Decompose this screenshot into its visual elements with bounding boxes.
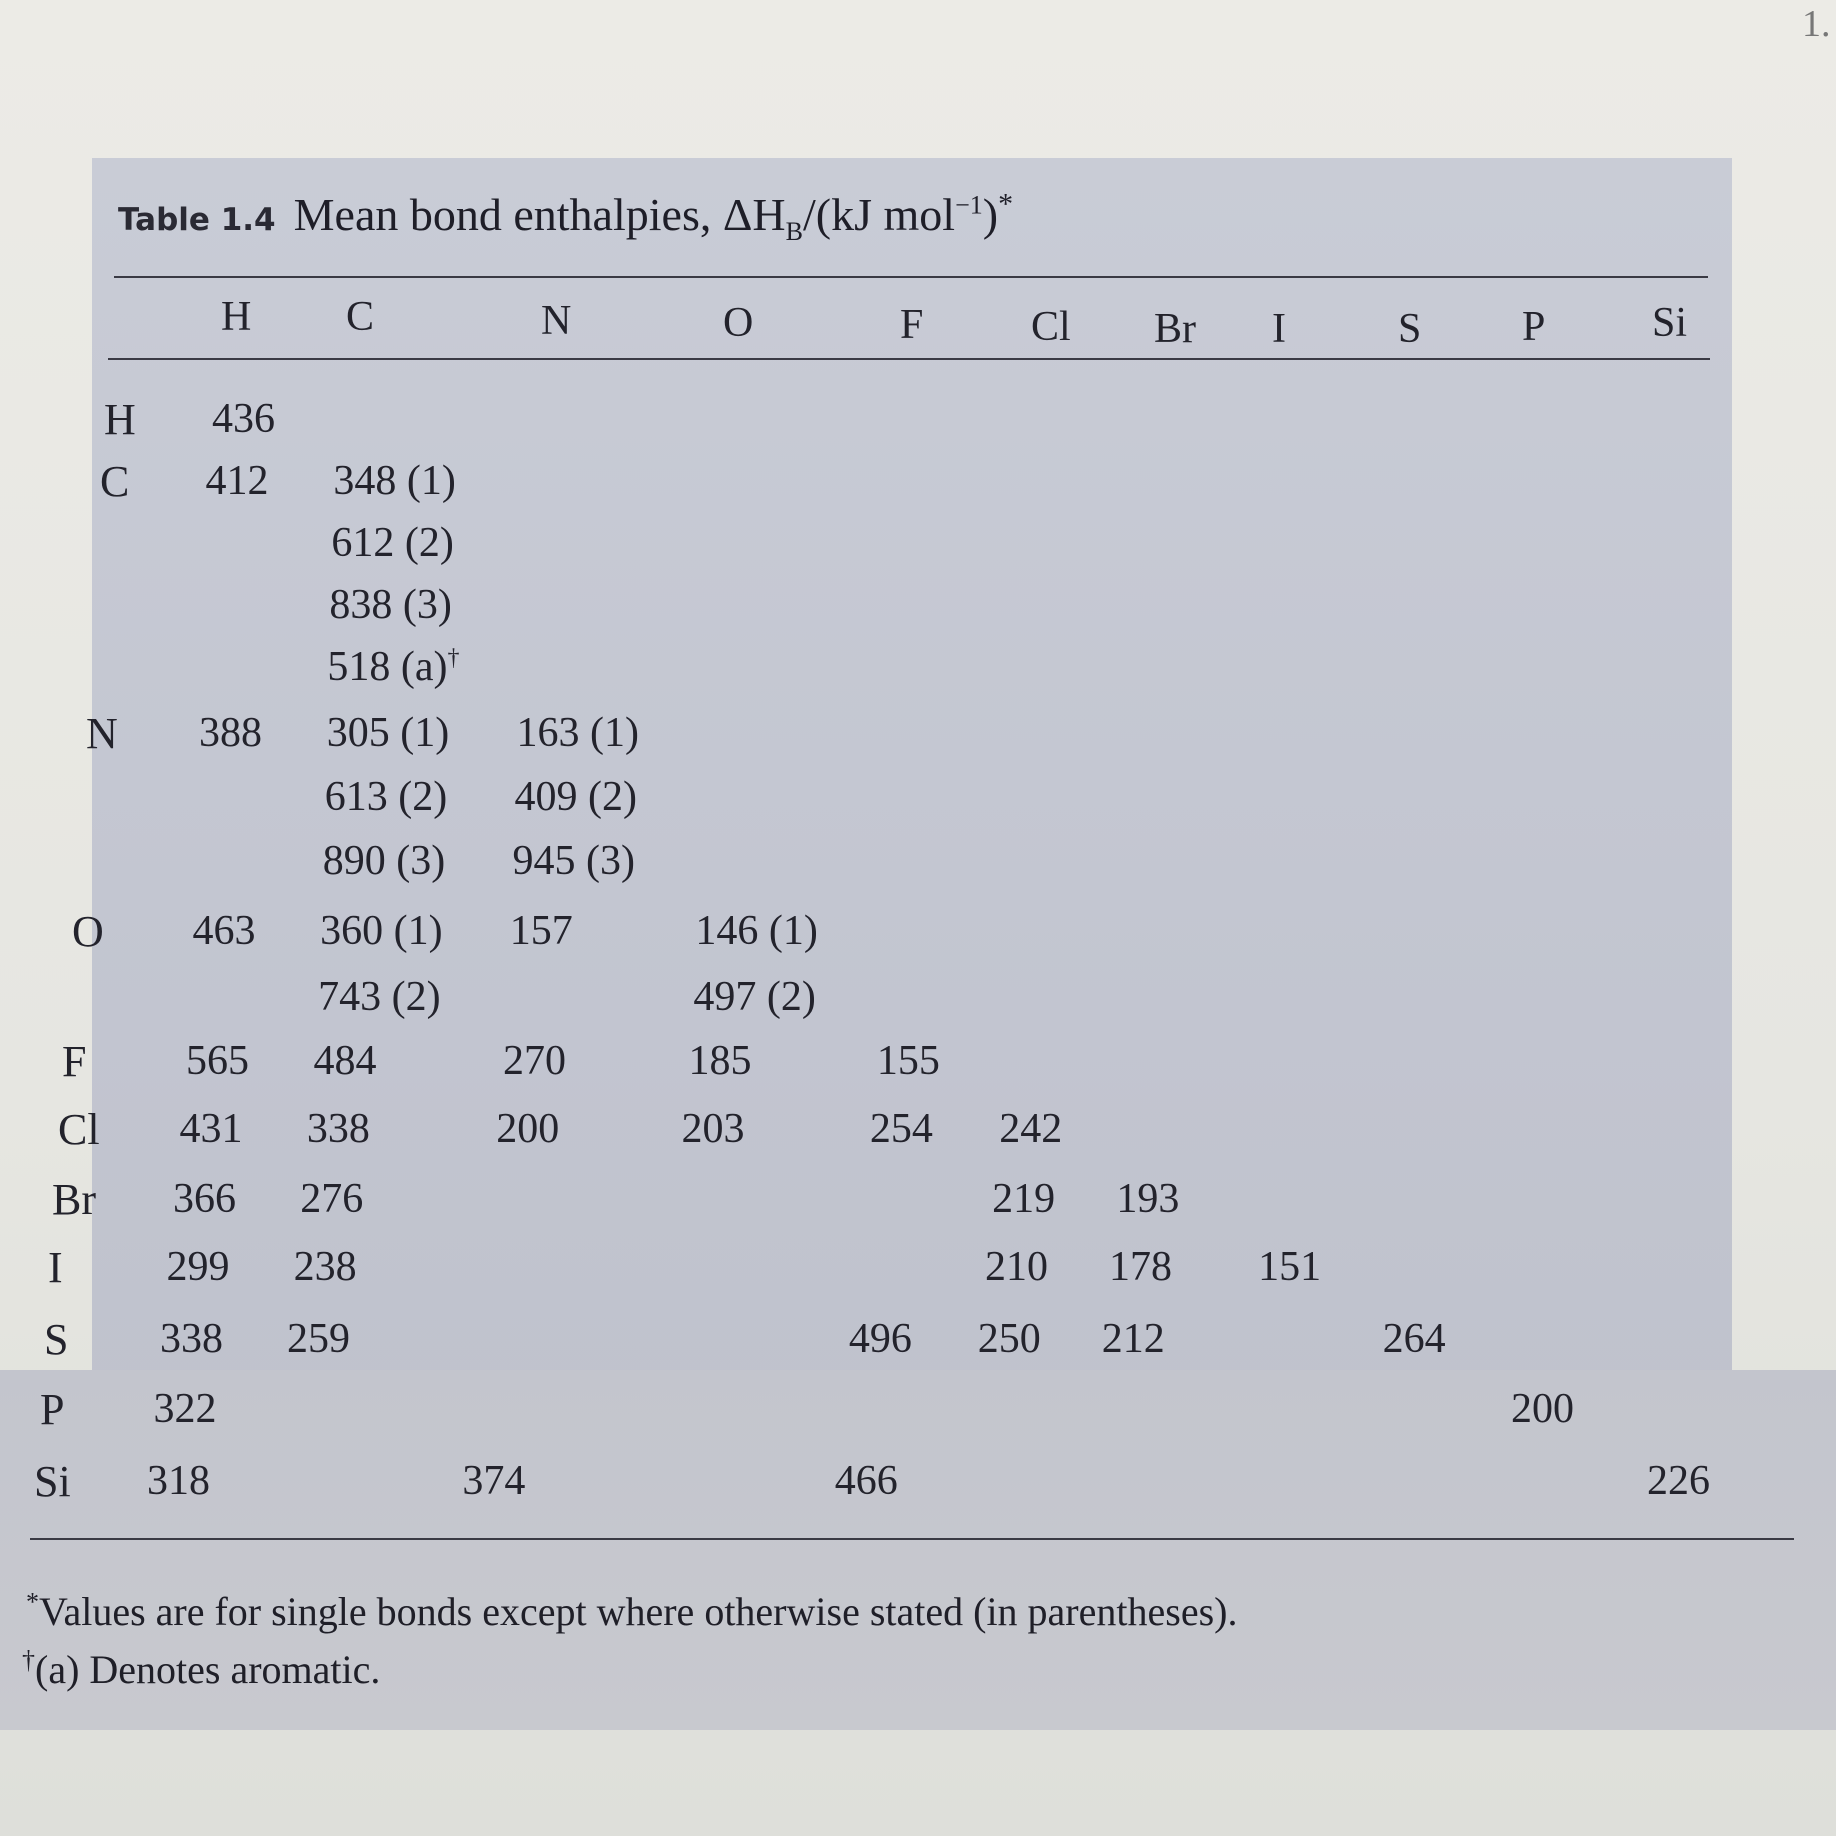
table-cell: 838 (3) [329, 582, 452, 628]
table-cell: 518 (a)† [327, 644, 460, 690]
table-cell: 200 [496, 1106, 560, 1152]
table-cell: 276 [300, 1176, 364, 1222]
table-cell: 374 [462, 1458, 526, 1504]
table-cell: 388 [199, 710, 262, 756]
column-header-o: O [723, 300, 754, 346]
table-cell: 185 [688, 1038, 752, 1084]
table-label: Table 1.4 [118, 202, 276, 239]
table-cell: 250 [977, 1316, 1041, 1362]
table-cell: 219 [992, 1176, 1056, 1222]
table-cell: 890 (3) [322, 838, 446, 884]
table-cell: 565 [186, 1038, 249, 1084]
row-header-si: Si [34, 1457, 71, 1506]
table-cell: 613 (2) [324, 774, 448, 820]
column-header-cl: Cl [1031, 304, 1071, 350]
table-cell: 463 [192, 908, 256, 954]
table-cell: 299 [166, 1244, 230, 1290]
table-cell: 264 [1382, 1316, 1446, 1362]
table-cell: 212 [1101, 1316, 1165, 1362]
table-cell: 163 (1) [516, 710, 639, 756]
table-cell: 360 (1) [320, 908, 443, 954]
table-cell: 466 [834, 1458, 898, 1504]
row-header-c: C [100, 457, 130, 506]
column-header-s: S [1398, 306, 1422, 352]
table-header-rule [108, 358, 1710, 360]
column-header-si: Si [1652, 300, 1688, 346]
page-number: 1. [1802, 3, 1831, 45]
table-cell: 242 [999, 1106, 1063, 1152]
column-header-c: C [346, 294, 375, 340]
aromatic-mark: † [447, 645, 460, 671]
table-cell: 259 [286, 1316, 350, 1362]
table-top-rule [114, 276, 1708, 278]
table-cell: 270 [502, 1038, 566, 1084]
table-cell: 305 (1) [326, 710, 450, 756]
row-header-cl: Cl [58, 1105, 100, 1154]
table-cell: 945 (3) [512, 838, 635, 884]
column-header-h: H [221, 294, 252, 340]
table-cell: 484 [313, 1038, 377, 1084]
table-cell: 612 (2) [331, 520, 454, 566]
table-cell: 338 [306, 1106, 370, 1152]
row-header-h: H [104, 395, 136, 444]
table-cell: 348 (1) [333, 458, 456, 504]
footnote-single-bonds: *Values are for single bonds except where otherwise stated (in parentheses). [26, 1587, 1238, 1634]
column-header-n: N [541, 298, 572, 344]
table-cell: 203 [681, 1106, 745, 1152]
table-cell: 226 [1647, 1458, 1710, 1504]
row-header-p: P [40, 1385, 65, 1434]
column-header-i: I [1272, 306, 1286, 352]
table-cell: 200 [1510, 1386, 1574, 1432]
row-header-i: I [48, 1243, 63, 1292]
column-header-br: Br [1154, 306, 1196, 352]
table-cell: 431 [179, 1106, 243, 1152]
table-cell: 409 (2) [514, 774, 637, 820]
table-cell: 436 [212, 396, 275, 442]
row-header-o: O [72, 907, 104, 956]
table-cell: 155 [876, 1038, 940, 1084]
row-header-s: S [44, 1315, 69, 1364]
table-cell: 322 [153, 1386, 217, 1432]
table-title [118, 188, 1013, 248]
table-cell: 178 [1109, 1244, 1173, 1290]
table-cell: 157 [509, 908, 573, 954]
table-cell: 496 [848, 1316, 912, 1362]
table-bottom-rule [30, 1538, 1794, 1540]
table-title-text: Mean bond enthalpies, $\Delta H_B/(kJ$ mol$^{-1}$)* [293, 188, 1014, 247]
footnote-aromatic: †(a) Denotes aromatic. [22, 1645, 381, 1692]
table-cell: 238 [293, 1244, 357, 1290]
table-cell: 743 (2) [318, 974, 441, 1020]
table-cell: 254 [869, 1106, 933, 1152]
table-cell: 412 [205, 458, 269, 504]
row-header-f: F [62, 1037, 87, 1086]
table-cell: 210 [984, 1244, 1048, 1290]
column-header-f: F [900, 302, 924, 348]
table-cell: 366 [173, 1176, 236, 1222]
table-cell: 318 [147, 1458, 210, 1504]
table-cell: 151 [1258, 1244, 1322, 1290]
table-cell: 146 (1) [695, 908, 818, 954]
row-header-n: N [86, 709, 118, 758]
row-header-br: Br [52, 1175, 96, 1224]
table-cell: 193 [1116, 1176, 1180, 1222]
table-cell: 497 (2) [693, 974, 816, 1020]
table-cell: 338 [160, 1316, 223, 1362]
column-header-p: P [1522, 304, 1546, 350]
